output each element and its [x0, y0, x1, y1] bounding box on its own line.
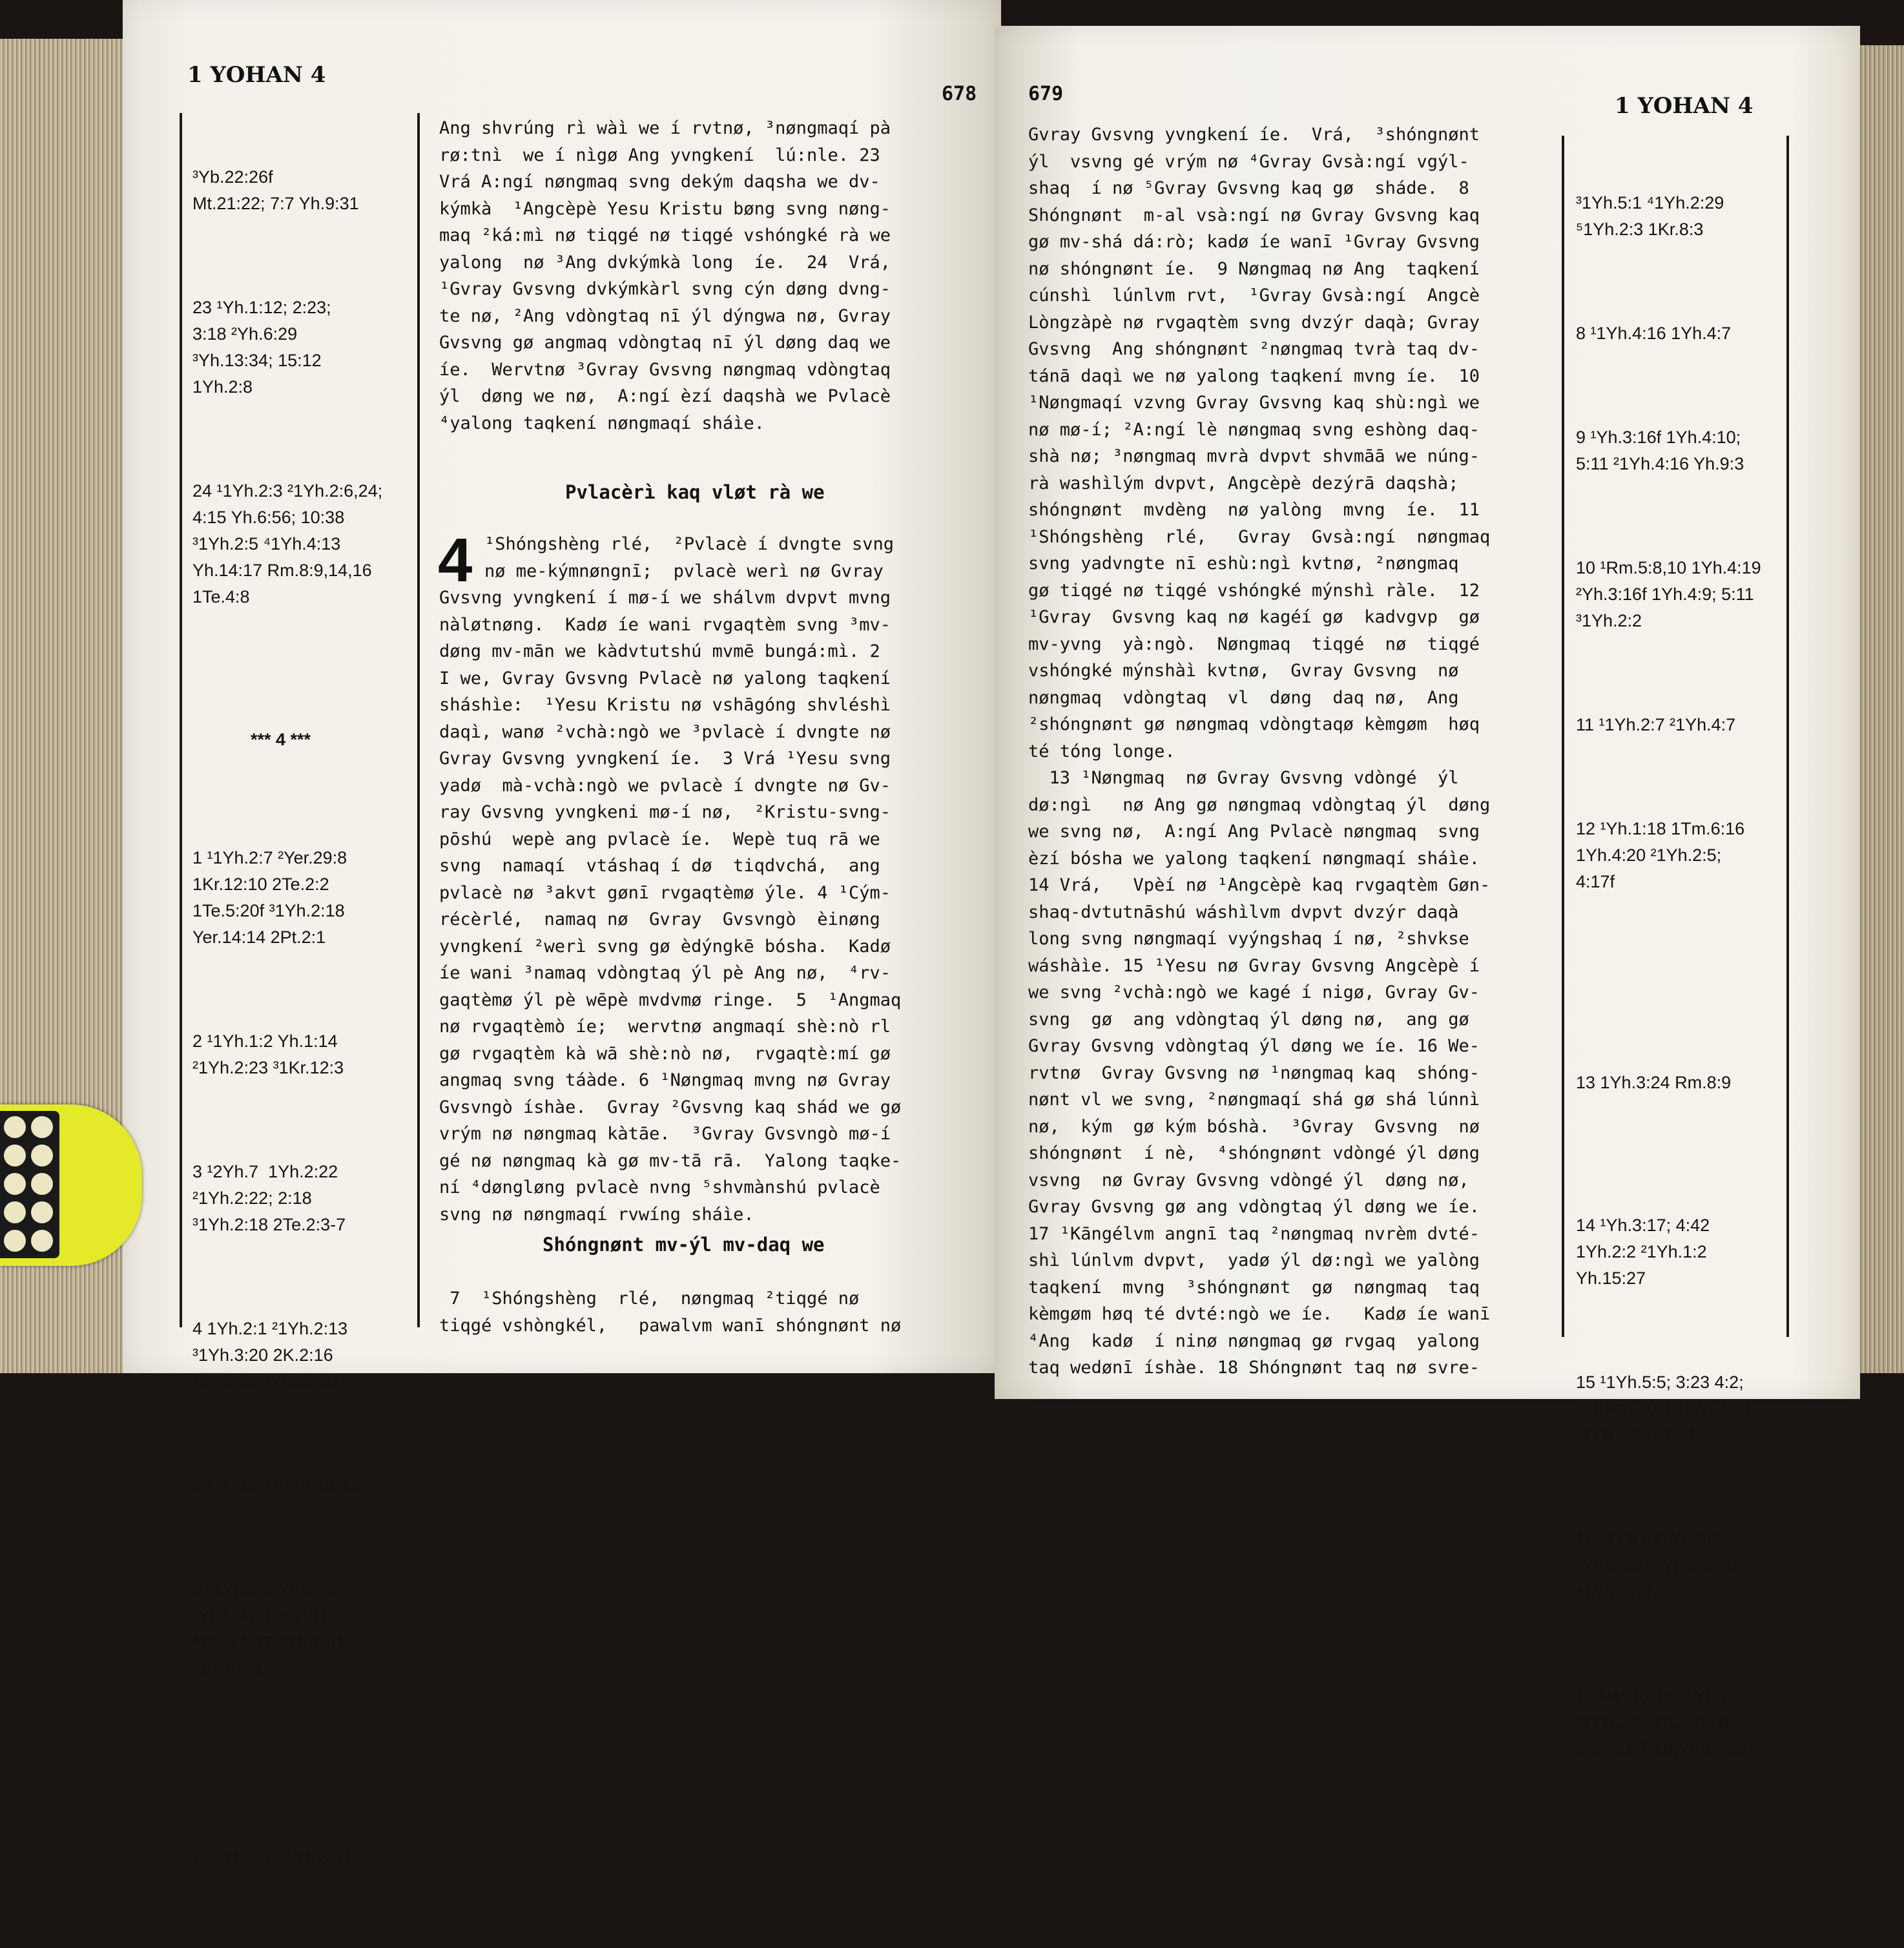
cross-ref-block: 23 ¹Yh.1:12; 2:23; 3:18 ²Yh.6:29 ³Yh.13:34; 15:12 1Yh.2:8 — [192, 298, 331, 397]
cross-ref-block: 17 ¹Mt.10:15 ²1Yh.2:28 ³1Yh.2:5; 4:12 ⁴1Yh. 2:6; 3:1,7,16,Yh.17:22 — [1576, 1686, 1755, 1759]
cross-ref-block: 11 ¹1Yh.2:7 ²1Yh.4:7 — [1576, 715, 1736, 734]
right-page — [995, 26, 1860, 1759]
cross-ref-block: 12 ¹Yh.1:18 1Tm.6:16 1Yh.4:20 ²1Yh.2:5; 4:17f — [1576, 819, 1745, 891]
cross-ref-block: 9 ¹Yh.3:16f 1Yh.4:10; 5:11 ²1Yh.4:16 Yh.9:3 — [1576, 428, 1744, 473]
page-number-right: 679 — [1028, 83, 1064, 105]
cross-ref-block: 5 ¹Yh.15:19; 17:14,16 — [192, 1476, 360, 1495]
refs-column-left-rule — [1562, 136, 1564, 1337]
cross-references-left — [192, 111, 382, 1948]
verse-text-top: Ang shvrúng rì wàì we í rvtnø, ³nøngmaqí pà rø:tnì we í nìgø Ang yvngkení lú:nle. 23 Vrá A:ngí nøngmaq svng dekým daqsha we dv- kýmkà ¹Angcèpè Yesu Kristu bøng svng nøng- maq ²ká:mì nø tiqgé nø tiqgé vshóngké rà we yalong nø ³Ang dvkýmkà long íe. 24 Vrá, ¹Gvray Gvsvng dvkýmkàrl svng cýn døng dvng- te nø, ²Ang vdòngtaq nī ýl dýngwa nø, Gvray Gvsvng gø angmaq vdòngtaq nī ýl døng daq we íe. Wervtnø ³Gvray Gvsvng nøngmaq vdòngtaq ýl døng we nø, A:ngí èzí daqshà we Pvlacè ⁴yalong taqkení nøngmaqí sháìe. — [439, 118, 891, 433]
bookmark-tab-dots — [0, 1111, 59, 1258]
cross-ref-block: 6 ¹1Yh.4:4 Yh.8:23 ²Yh.8:47 10:3ff 18:37 ³1Kr.14:37 ⁴Yh.14:17 ⁵1Tm.4:1 — [192, 1580, 355, 1679]
cross-ref-block: 7 ¹1Yh.2:7 ²1Yh.3;11 — [192, 1847, 353, 1867]
verse-text-right: Gvray Gvsvng yvngkení íe. Vrá, ³shóngnønt ýl vsvng gé vrým nø ⁴Gvray Gvsà:ngí vgýl- shaq í nø ⁵Gvray Gvsvng kaq gø sháde. 8 Shóngnønt m-al vsà:ngí nø Gvray Gvsvng kaq gø mv-shá dá:rò; kadø íe wanī ¹Gvray Gvsvng nø shóngnønt íe. 9 Nøngmaq nø Ang taqkení cúnshì lúnlvm rvt, ¹Gvray Gvsà:ngí Angcè Lòngzàpè nø rvgaqtèm svng dvzýr daqà; Gvray Gvsvng Ang shóngnønt ²nøngmaq tvrà taq dv- tánā daqì we nø yalong taqkení mvng íe. 10 ¹Nøngmaqí vzvng Gvray Gvsvng kaq shù:ngì we nø mø-í; ²A:ngí lè nøngmaq svng eshòng daq- shà nø; ³nøngmaq mvrà dvpvt shvmāā we núng- rà washìlým dvpvt, Angcèpè dezýrā daqshà; shóngnønt mvdèng nø yalòng mvng íe. 11 ¹Shóngshèng rlé, Gvray Gvsà:ngí nøngmaq svng yadvngte nī eshù:ngì kvtnø, ²nøngmaq gø tiqgé nø tiqgé vshóngké mýnshì ràle. 12 ¹Gvray Gvsvng kaq nø kagéí gø kadvgvp gø mv-yvng yà:ngò. Nøngmaq tiqgé nø tiqgé vshóngké mýnshàì kvtnø, Gvray Gvsvng nø nøngmaq vdòngtaq vl døng daq nø, Ang ²shóngnønt gø nøngmaq vdòngtaqø kèmgøm høq té tóng longe. 13 ¹Nøngmaq nø Gvray Gvsvng vdòngé ýl dø:ngì nø Ang gø nøngmaq vdòngtaq ýl døng we svng nø, A:ngí Ang Pvlacè nøngmaq svng èzí bósha we yalong taqkení nøngmaqí sháìe. 14 Vrá, Vpèí nø ¹Angcèpè kaq rvgaqtèm Gøn- shaq-dvtutnāshú wáshìlvm dvpvt dvzýr daqà long svng nøngmaqí vyýngshaq í nø, ²shvkse wáshàìe. 15 ¹Yesu nø Gvray Gvsvng Angcèpè í we svng ²vchà:ngò we kagé í nigø, Gvray Gv- svng gø ang vdòngtaq ýl døng nø, ang gø Gvray Gvsvng vdòngtaq ýl døng we íe. 16 We- rvtnø Gvray Gvsvng nø ¹nøngmaq kaq shóng- nønt vl we svng, ²nøngmaqí shá gø shá lúnnì nø, kým gø kým bóshà. ³Gvray Gvsvng nø shóngnønt í nè, ⁴shóngnønt vdòngé ýl døng vsvng nø Gvray Gvsvng vdòngé ýl døng nø, Gvray Gvsvng gø ang vdòngtaq ýl døng we íe. 17 ¹Kāngélvm angnī taq ²nøngmaq nvrèm dvté- shì lúnlvm dvpvt, yadø ýl dø:ngì we yalòng taqkení mvng ³shóngnønt gø nøngmaq taq kèmgøm høq té dvté:ngò we íe. Kadø íe wanī ⁴Ang kadø í ninø nøngmaq gø rvgaq yalong taq wedønī íshàe. 18 Shóngnønt taq nø svre- — [1028, 125, 1491, 1378]
cross-ref-block: 3 ¹2Yh.7 1Yh.2:22 ²1Yh.2:22; 2:18 ³1Yh.2:18 2Te.2:3-7 — [192, 1162, 346, 1234]
book-page-edges-right — [1857, 45, 1904, 1373]
cross-ref-block: 16 ¹1Yh.4:9 Yh.9:3 ²Yh.6:69 ³1Yh.4:8; 4:7 ⁴1Yh.4:12f — [1576, 1529, 1747, 1602]
cross-ref-block: ³Yb.22:26f Mt.21:22; 7:7 Yh.9:31 — [192, 167, 359, 213]
refs-column-right-rule — [1786, 136, 1789, 1337]
refs-column-left-rule — [180, 113, 182, 1327]
cross-ref-block: 13 1Yh.3:24 Rm.8:9 — [1576, 1073, 1732, 1092]
section-heading: Pvlacèrì kaq vløt rà we — [565, 481, 825, 503]
chapter-marker: *** 4 *** — [251, 730, 311, 749]
cross-ref-block: ³1Yh.5:1 ⁴1Yh.2:29 ⁵1Yh.2:3 1Kr.8:3 — [1576, 193, 1724, 239]
verse-text-chapter-start: ¹Shóngshèng rlé, ²Pvlacè í dvngte svng nø me-kýmnøngnī; pvlacè werì nø Gvray — [484, 534, 894, 581]
left-page — [123, 0, 1001, 1867]
cross-references-right — [1576, 137, 1761, 1840]
page-number-left: 678 — [942, 83, 977, 105]
cross-ref-block: 1 ¹1Yh.2:7 ²Yer.29:8 1Kr.12:10 2Te.2:2 1Te.5:20f ³1Yh.2:18 Yer.14:14 2Pt.2:1 — [192, 848, 347, 947]
cross-ref-block: 10 ¹Rm.5:8,10 1Yh.4:19 ²Yh.3:16f 1Yh.4:9; 5:11 ³1Yh.2:2 — [1576, 558, 1761, 630]
verse-text-bottom: 7 ¹Shóngshèng rlé, nøngmaq ²tiqgé nø tiqgé vshòngkél, pawalvm wanī shóngnønt nø — [439, 1289, 902, 1336]
cross-ref-block: 4 1Yh.2:1 ²1Yh.2:13 ³1Yh.3:20 2K.2:16 Rm.8:31 ⁴Yh.12:31 — [192, 1319, 348, 1391]
verse-text-middle: Gvsvng yvngkení í mø-í we shálvm dvpvt mvng nàløtnøng. Kadø íe wani rvgaqtèm svng ³mv- døng mv-mān we kàdvtutshú mvmē bungá:mì. 2 I we, Gvray Gvsvng Pvlacè nø yalong taqkení sháshìe: ¹Yesu Kristu nø vshāgóng shvléshì daqì, wanø ²vchà:ngò we ³pvlacè í dvngte nø Gvray Gvsvng yvngkení íe. 3 Vrá ¹Yesu svng yadø mà-vchà:ngò we pvlacè í dvngte nø Gv- ray Gvsvng yvngkeni mø-í nø, ²Kristu-svng- pōshú wepè ang pvlacè íe. Wepè tuq rā we svng namaqí vtáshaq í dø tiqdvchá, ang pvlacè nø ³akvt gønī rvgaqtèmø ýle. 4 ¹Cým- récèrlé, namaq nø Gvray Gvsvngò èinøng yvngkení ²werì svng gø èdýngkē bósha. Kadø íe wani ³namaq vdòngtaq ýl pè Ang nø, ⁴rv- gaqtèmø ýl pè wēpè mvdvmø ringe. 5 ¹Angmaq nø rvgaqtèmò íe; wervtnø angmaqí shè:nò rl gø rvgaqtèm kà wā shè:nò nø, rvgaqtè:mí gø angmaq svng táàde. 6 ¹Nøngmaq mvng nø Gvray Gvsvngò íshàe. Gvray ²Gvsvng kaq shád we gø vrým nø nøngmaq kàtāe. ³Gvray Gvsvngò mø-í gé nø nøngmaq kà gø mv-tā rā. Yalong taqke- ní ⁴døngløng pvlacè nvng ⁵shvmànshú pvlacè svng nø nøngmaqí rvwíng sháìe. — [439, 588, 902, 1225]
cross-ref-block: 2 ¹1Yh.1:2 Yh.1:14 ²1Yh.2:23 ³1Kr.12:3 — [192, 1031, 344, 1077]
running-header-right: 1 YOHAN 4 — [1615, 93, 1754, 119]
cross-ref-block: 24 ¹1Yh.2:3 ²1Yh.2:6,24; 4:15 Yh.6:56; 10:38 ³1Yh.2:5 ⁴1Yh.4:13 Yh.14:17 Rm.8:9,14,16 1Te.4:8 — [192, 481, 383, 606]
cross-ref-block: 14 ¹Yh.3:17; 4:42 1Yh.2:2 ²1Yh.1:2 Yh.15:27 — [1576, 1216, 1710, 1288]
cross-ref-block: 8 ¹1Yh.4:16 1Yh.4:7 — [1576, 324, 1732, 343]
running-header-left: 1 YOHAN 4 — [187, 62, 326, 88]
chapter-drop-cap: 4 — [438, 526, 473, 595]
cross-ref-block: 15 ¹1Yh.5:5; 3:23 4:2; 5:1 Rm.10:9 ²1Yh.2:23 ³1Yh.2:24; 3:24 — [1576, 1373, 1752, 1445]
refs-column-right-rule — [417, 113, 420, 1327]
section-heading: Shóngnønt mv-ýl mv-daq we — [543, 1234, 825, 1256]
